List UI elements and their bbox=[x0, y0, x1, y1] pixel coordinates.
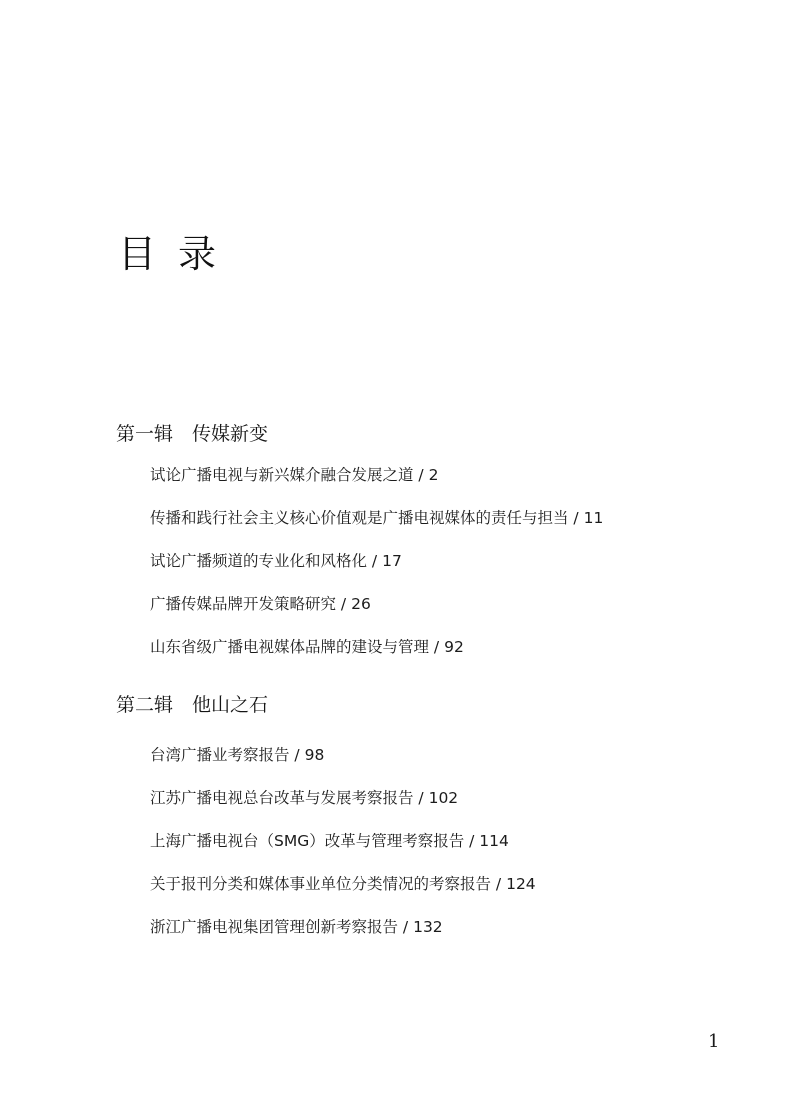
toc-entry[interactable]: 台湾广播业考察报告 / 98 bbox=[150, 746, 325, 764]
section-heading-1: 第一辑 传媒新变 bbox=[116, 423, 269, 445]
toc-entry[interactable]: 传播和践行社会主义核心价值观是广播电视媒体的责任与担当 / 11 bbox=[150, 509, 604, 527]
toc-entry[interactable]: 试论广播电视与新兴媒介融合发展之道 / 2 bbox=[150, 466, 439, 484]
toc-entry[interactable]: 山东省级广播电视媒体品牌的建设与管理 / 92 bbox=[150, 638, 464, 656]
section-heading-2: 第二辑 他山之石 bbox=[116, 694, 269, 716]
section-2-entries bbox=[150, 742, 536, 957]
toc-entry[interactable]: 江苏广播电视总台改革与发展考察报告 / 102 bbox=[150, 789, 459, 807]
toc-entry[interactable]: 上海广播电视台（SMG）改革与管理考察报告 / 114 bbox=[150, 832, 509, 850]
toc-entry[interactable]: 试论广播频道的专业化和风格化 / 17 bbox=[150, 552, 402, 570]
section-1-entries bbox=[150, 462, 603, 677]
toc-entry[interactable]: 浙江广播电视集团管理创新考察报告 / 132 bbox=[150, 918, 443, 936]
toc-entry[interactable]: 关于报刊分类和媒体事业单位分类情况的考察报告 / 124 bbox=[150, 875, 536, 893]
page-number: 1 bbox=[708, 1031, 720, 1052]
page-title: 目录 bbox=[118, 232, 239, 276]
toc-entry[interactable]: 广播传媒品牌开发策略研究 / 26 bbox=[150, 595, 371, 613]
